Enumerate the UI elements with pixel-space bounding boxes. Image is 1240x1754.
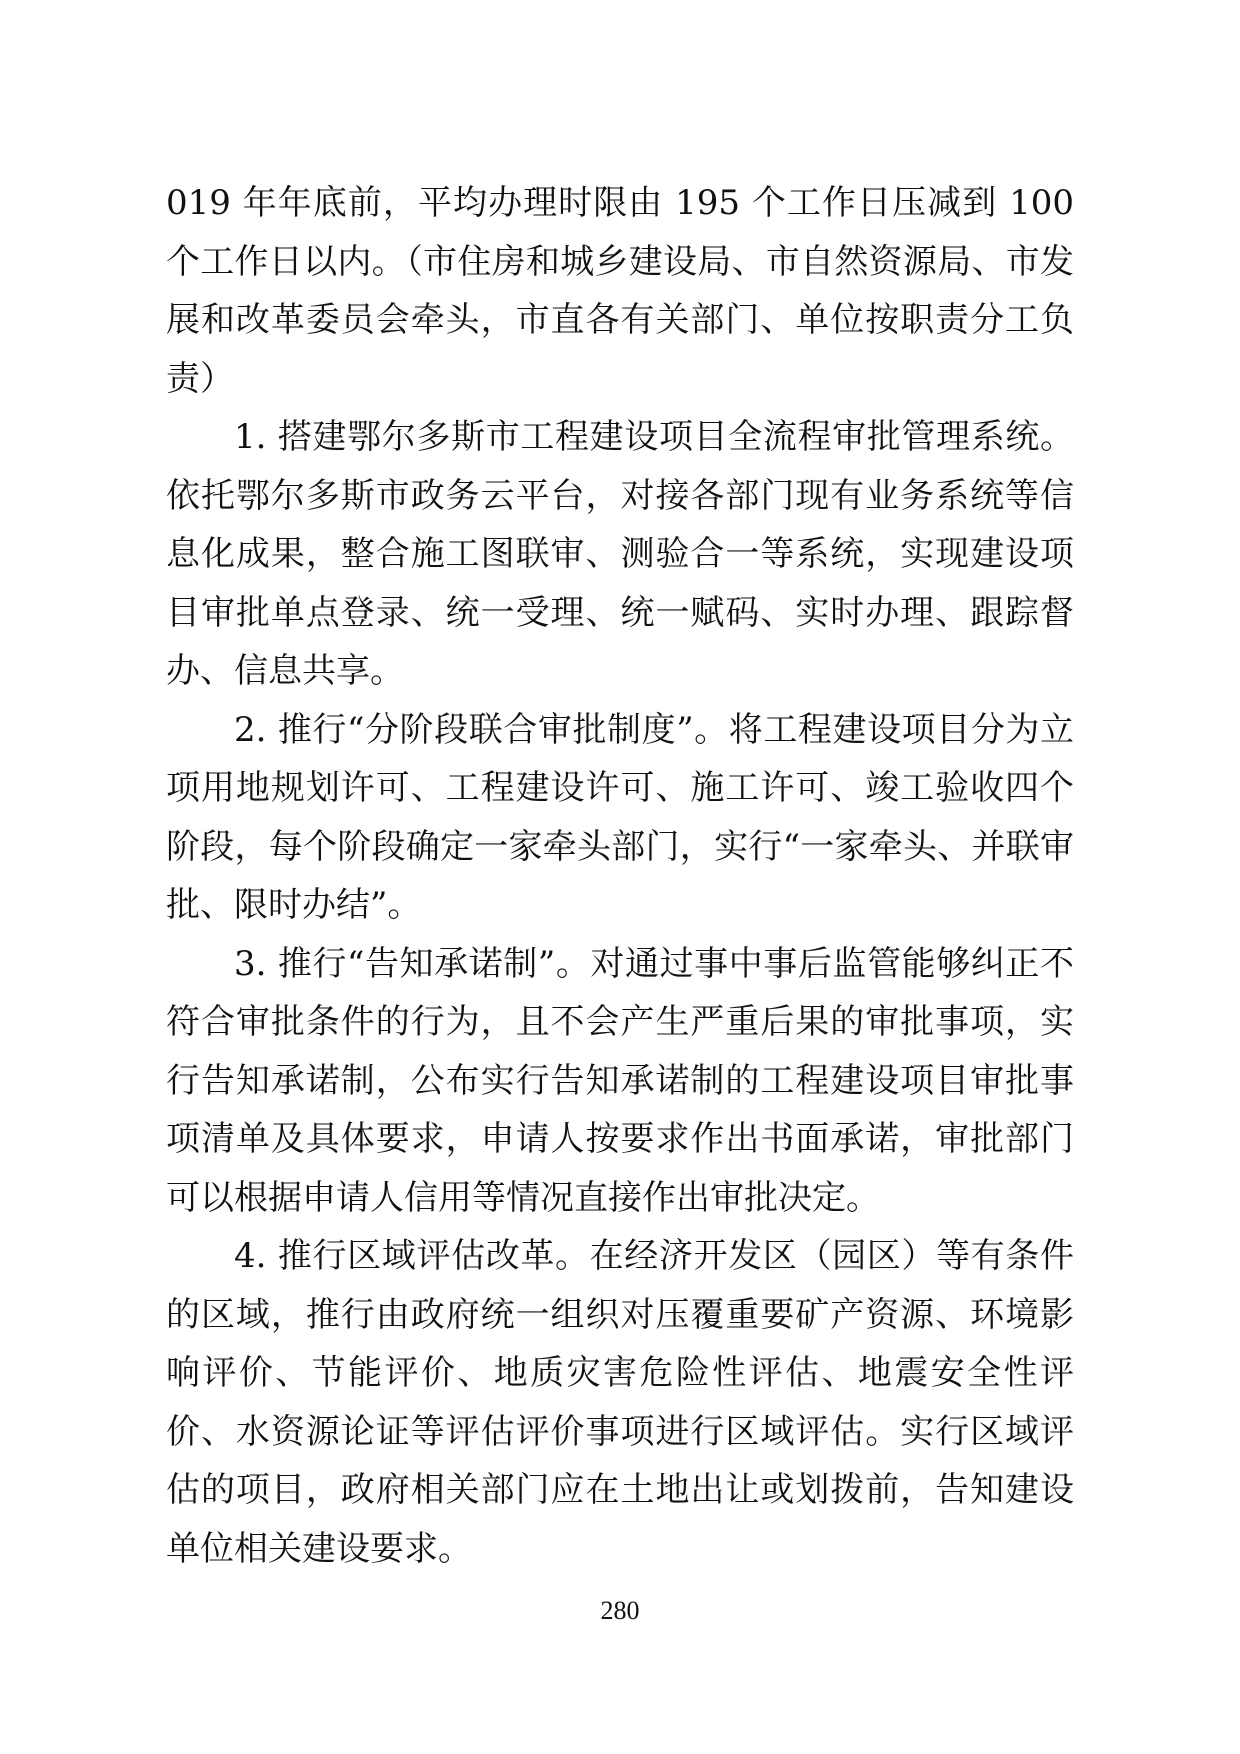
paragraph-continuation: 019 年年底前，平均办理时限由 195 个工作日压减到 100 个工作日以内。（市住房和城乡建设局、市自然资源局、市发展和改革委员会牵头，市直各有关部门、单位按职责分工负责） [166, 183, 1074, 399]
paragraph-item-4: 4. 推行区域评估改革。在经济开发区（园区）等有条件的区域，推行由政府统一组织对压覆重要矿产资源、环境影响评价、节能评价、地质灾害危险性评估、地震安全性评价、水资源论证等评估评价事项进行区域评估。实行区域评估的项目，政府相关部门应在土地出让或划拨前，告知建设单位相关建设要求。 [166, 1236, 1074, 1569]
paragraph-item-2: 2. 推行“分阶段联合审批制度”。将工程建设项目分为立项用地规划许可、工程建设许可、施工许可、竣工验收四个阶段，每个阶段确定一家牵头部门，实行“一家牵头、并联审批、限时办结”。 [166, 709, 1074, 925]
document-body [166, 174, 1074, 1578]
paragraph-item-3: 3. 推行“告知承诺制”。对通过事中事后监管能够纠正不符合审批条件的行为，且不会产生严重后果的审批事项，实行告知承诺制，公布实行告知承诺制的工程建设项目审批事项清单及具体要求，申请人按要求作出书面承诺，审批部门可以根据申请人信用等情况直接作出审批决定。 [166, 943, 1074, 1218]
page-number: 280 [600, 1596, 640, 1625]
paragraph-item-1: 1. 搭建鄂尔多斯市工程建设项目全流程审批管理系统。依托鄂尔多斯市政务云平台，对接各部门现有业务系统等信息化成果，整合施工图联审、测验合一等系统，实现建设项目审批单点登录、统一受理、统一赋码、实时办理、跟踪督办、信息共享。 [166, 417, 1074, 691]
